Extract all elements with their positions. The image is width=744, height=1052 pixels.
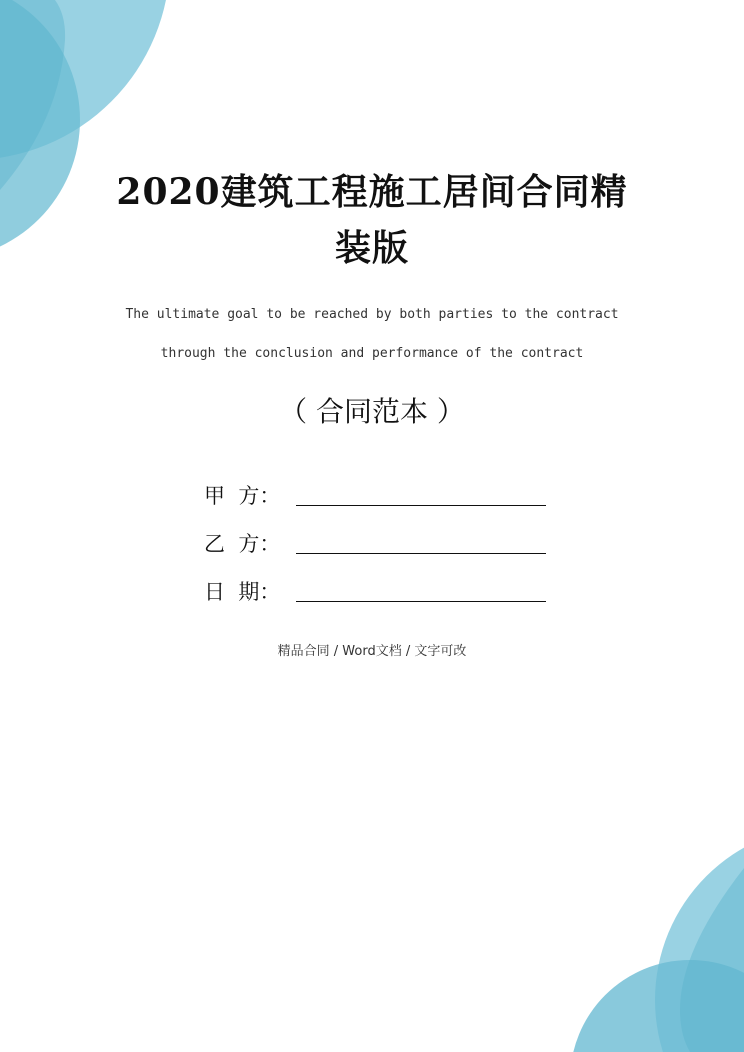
contract-template-heading: （ 合同范本 ） bbox=[279, 395, 465, 428]
party-b-field bbox=[204, 526, 546, 558]
party-a-label: 甲 方： bbox=[204, 484, 281, 508]
subtitle-line-2: through the conclusion and performance of the contract bbox=[160, 346, 584, 361]
party-b-blank-line[interactable] bbox=[296, 531, 546, 554]
bottom-right-decoration bbox=[570, 825, 744, 1052]
document-footer-note: 精品合同 / Word文档 / 文字可改 bbox=[277, 644, 467, 659]
party-a-blank-line[interactable] bbox=[296, 483, 546, 506]
date-blank-line[interactable] bbox=[296, 579, 546, 602]
document-title-line-2: 装版 bbox=[334, 227, 409, 269]
party-a-field bbox=[204, 478, 546, 510]
top-left-decoration bbox=[0, 0, 170, 260]
subtitle-line-1: The ultimate goal to be reached by both parties to the contract bbox=[125, 307, 619, 322]
document-title-line-1: 2020建筑工程施工居间合同精 bbox=[116, 171, 628, 213]
party-b-label: 乙 方： bbox=[204, 532, 281, 556]
date-field bbox=[204, 574, 546, 606]
date-label: 日 期： bbox=[204, 580, 281, 604]
